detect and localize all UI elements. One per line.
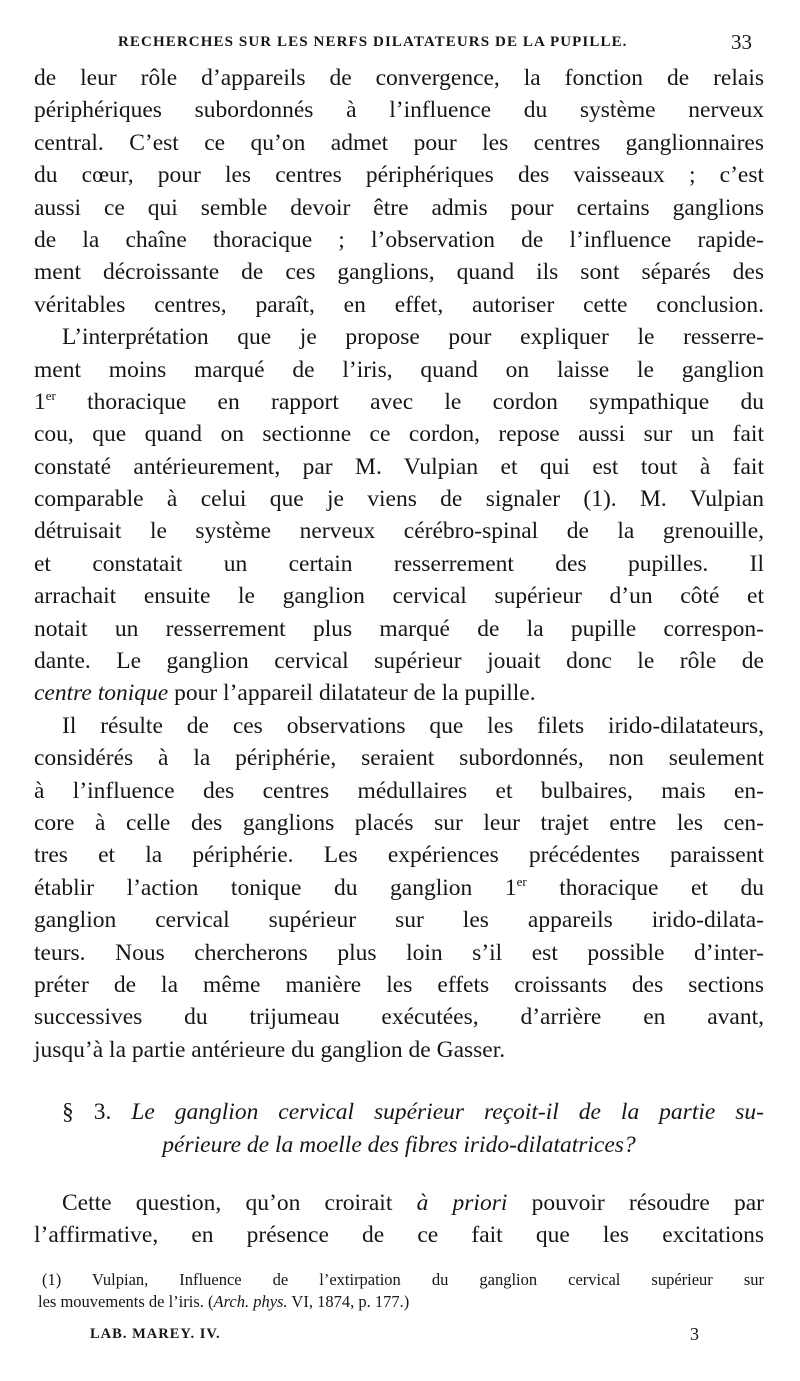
line-fragment: thoracique et du <box>526 874 764 901</box>
italic-term: à priori <box>416 1189 508 1216</box>
section-heading <box>34 1096 764 1128</box>
line-fragment: VI, 1874, p. 177.) <box>287 1292 410 1311</box>
text-line: véritables centres, paraît, en effet, autoriser cette conclusion. <box>34 291 764 318</box>
text-line: dante. Le ganglion cervical supérieur jouait donc le rôle de <box>34 648 764 675</box>
running-head <box>0 30 800 58</box>
text-line: central. C’est ce qu’on admet pour les centres ganglionnaires <box>34 129 764 156</box>
text-line: aussi ce qui semble devoir être admis pour certains ganglions <box>34 194 764 221</box>
text-line <box>34 1187 764 1219</box>
text-line: à l’influence des centres médullaires et bulbaires, mais en- <box>34 777 764 804</box>
text-line: notait un resserrement plus marqué de la pupille correspon- <box>34 615 764 642</box>
text-line: et constatait un certain resserrement des pupilles. Il <box>34 550 764 577</box>
line-fragment: Cette question, qu’on croirait <box>62 1189 417 1216</box>
ordinal-superscript: er <box>516 873 527 889</box>
text-line: successives du trijumeau exécutées, d’arrière en avant, <box>34 1004 764 1031</box>
text-line: constaté antérieurement, par M. Vulpian et qui est tout à fait <box>34 453 764 480</box>
text-line <box>34 386 764 418</box>
text-line: teurs. Nous chercherons plus loin s’il est possible d’inter- <box>34 939 764 966</box>
text-line: de la chaîne thoracique ; l’observation de l’influence rapide- <box>34 226 764 253</box>
text-line: l’affirmative, en présence de ce fait que les excitations <box>34 1222 764 1249</box>
signature-label: LAB. MAREY. IV. <box>90 1326 221 1342</box>
text-line <box>34 677 764 709</box>
section-spacer <box>34 1161 764 1187</box>
section-title-part: Le ganglion cervical supérieur reçoit-il de la partie su- <box>131 1099 764 1126</box>
text-line <box>34 872 764 904</box>
text-line: Il résulte de ces observations que les filets irido-dilatateurs, <box>62 712 764 739</box>
line-fragment: pour l’appareil dilatateur de la pupille. <box>168 680 536 707</box>
signature-line <box>0 1324 800 1348</box>
line-fragment: les mouvements de l’iris. ( <box>38 1292 214 1311</box>
footnotes <box>34 1269 764 1313</box>
footnote-line <box>34 1291 764 1313</box>
text-line: arrachait ensuite le ganglion cervical supérieur d’un côté et <box>34 583 764 610</box>
line-fragment: pouvoir résoudre par <box>507 1189 764 1216</box>
text-line: core à celle des ganglions placés sur leur trajet entre les cen- <box>34 809 764 836</box>
text-line: périphériques subordonnés à l’influence du système nerveux <box>34 97 764 124</box>
text-line: comparable à celui que je viens de signaler (1). M. Vulpian <box>34 486 764 513</box>
section-spacer <box>34 1066 764 1096</box>
journal-abbreviation: Arch. phys. <box>213 1292 288 1311</box>
text-line: tres et la périphérie. Les expériences précédentes paraissent <box>34 842 764 869</box>
body-text <box>34 62 764 1252</box>
italic-term: centre tonique <box>34 680 169 707</box>
section-heading-continuation: périeure de la moelle des fibres irido-dilatatrices? <box>162 1131 636 1158</box>
text-line: du cœur, pour les centres périphériques des vaisseaux ; c’est <box>34 162 764 189</box>
text-line: détruisait le système nerveux cérébro-spinal de la grenouille, <box>34 518 764 545</box>
ordinal-number: 1 <box>34 388 46 415</box>
text-line: considérés à la périphérie, seraient subordonnés, non seulement <box>34 745 764 772</box>
text-line: ment moins marqué de l’iris, quand on laisse le ganglion <box>34 356 764 383</box>
section-number: § 3. <box>62 1099 132 1126</box>
page-number: 33 <box>731 30 752 54</box>
footnote-line: (1) Vulpian, Influence de l’extirpation du ganglion cervical supérieur sur <box>42 1270 764 1289</box>
line-fragment: thoracique en rapport avec le cordon sympathique du <box>55 388 764 415</box>
text-line: jusqu’à la partie antérieure du ganglion de Gasser. <box>34 1036 506 1063</box>
signature-number: 3 <box>690 1324 699 1344</box>
text-line: cou, que quand on sectionne ce cordon, repose aussi sur un fait <box>34 421 764 448</box>
line-fragment: établir l’action tonique du ganglion 1 <box>34 874 517 901</box>
text-line: de leur rôle d’appareils de convergence, la fonction de relais <box>34 65 764 91</box>
text-line: ganglion cervical supérieur sur les appareils irido-dilata- <box>34 907 764 934</box>
ordinal-superscript: er <box>45 387 56 403</box>
text-line: L’interprétation que je propose pour expliquer le resserre- <box>62 324 764 351</box>
text-line: ment décroissante de ces ganglions, quand ils sont séparés des <box>34 259 764 286</box>
text-line: préter de la même manière les effets croissants des sections <box>34 971 764 998</box>
running-title: RECHERCHES SUR LES NERFS DILATATEURS DE LA PUPILLE. <box>118 34 628 50</box>
